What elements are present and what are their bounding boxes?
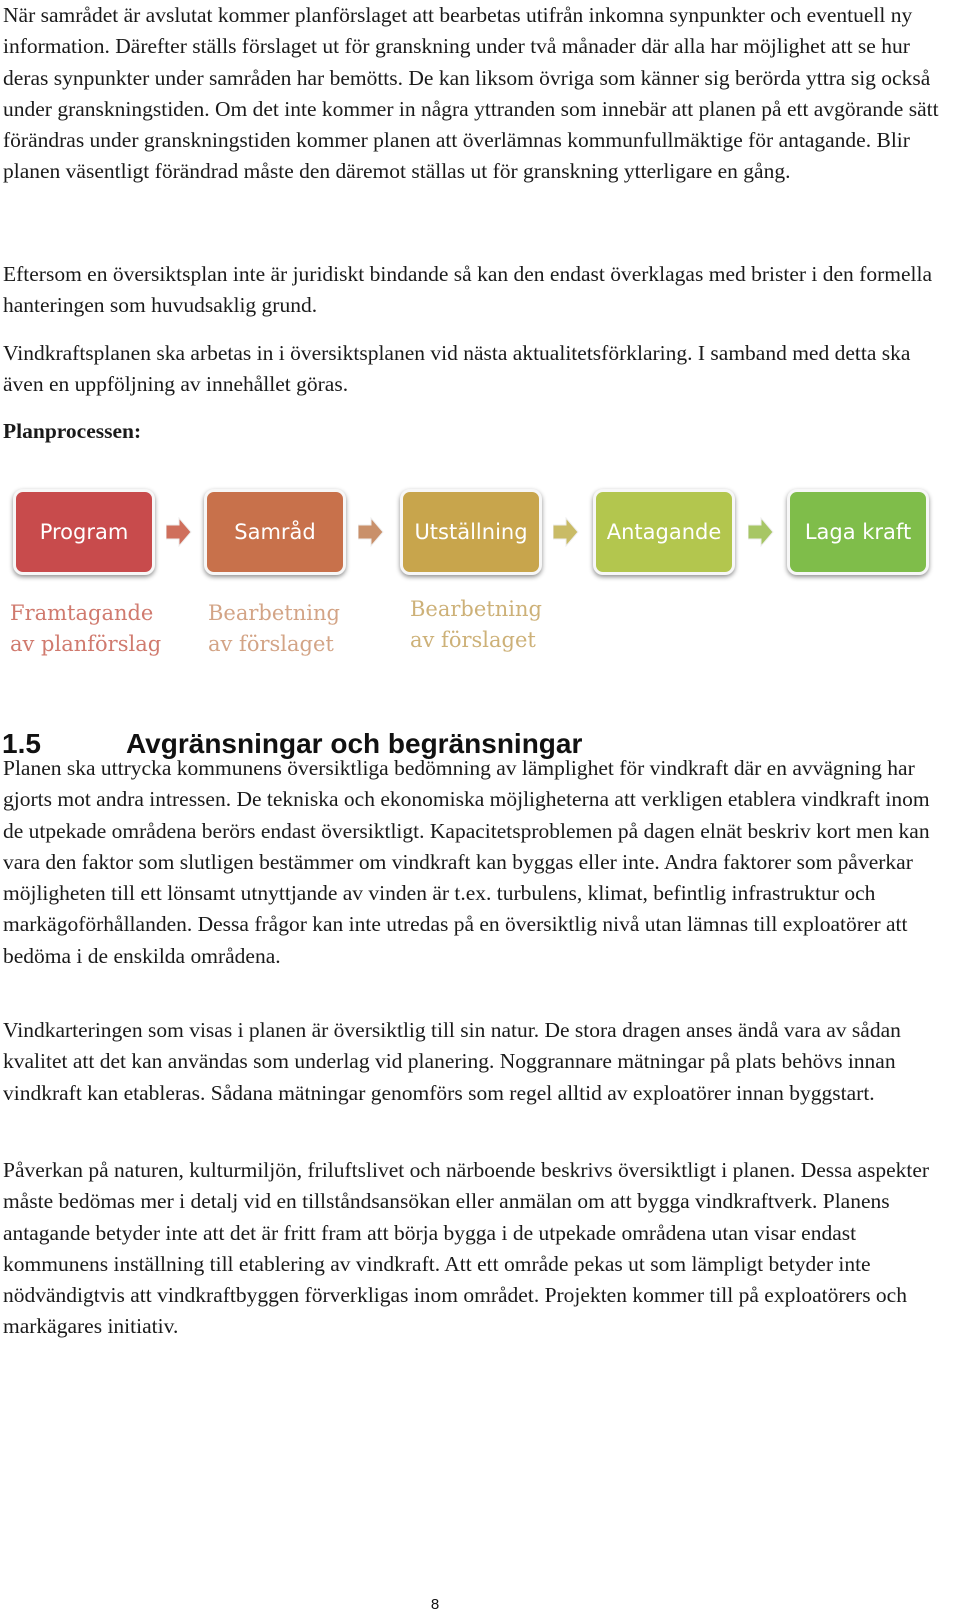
paragraph-granskning: När samrådet är avslutat kommer planförslaget att bearbetas utifrån inkomna synpunkter och eventuell ny information. Därefter ställs förslaget ut för granskning under två månader där alla har möjlighet att se hur deras synpunkter under samråden har bemötts. De kan liksom övriga som känner sig berörda yttra sig också under granskningstiden. Om det inte kommer in några yttranden som innebär att planen på ett avgörande sätt förändras under granskningstiden kommer planen att överlämnas kommunfullmäktige för antagande. Blir planen väsentligt förändrad måste den däremot ställas ut för granskning ytterligare en gång. — [3, 3, 939, 184]
stage-samrad: Samråd — [204, 489, 346, 575]
stage-laga-kraft: Laga kraft — [787, 489, 929, 575]
stage-note-program: Framtagande av planförslag — [10, 601, 162, 656]
paragraph-aktualitetsforklaring: Vindkraftsplanen ska arbetas in i översiktsplanen vid nästa aktualitetsförklaring. I samband med detta ska även en uppföljning av innehållet göras. — [3, 341, 911, 397]
section-number: 1.5 — [2, 728, 41, 759]
stage-utstallning: Utställning — [400, 489, 542, 575]
process-arrow-icon — [748, 517, 774, 547]
stage-antagande: Antagande — [593, 489, 735, 575]
paragraph-vindkartering: Vindkarteringen som visas i planen är översiktlig till sin natur. De stora dragen anses ändå vara av sådan kvalitet att det kan användas som underlag vid planering. Noggrannare mätningar på plats behövs innan vindkraft kan etableras. Sådana mätningar genomförs som regel alltid av exploatörer innan byggstart. — [3, 1018, 901, 1105]
process-arrow-icon — [358, 517, 384, 547]
page-number: 8 — [430, 1596, 440, 1613]
section-title: Avgränsningar och begränsningar — [126, 728, 583, 759]
stage-note-utstallning: Bearbetning av förslaget — [410, 597, 542, 652]
planprocessen-heading: Planprocessen: — [3, 419, 142, 443]
paragraph-avgransningar: Planen ska uttrycka kommunens översiktliga bedömning av lämplighet för vindkraft där en avvägning har gjorts mot andra intressen. De tekniska och ekonomiska möjligheterna att verkligen etablera vindkraft inom de utpekade områdena berörs endast översiktligt. Kapacitetsproblemen på dagen elnät beskriv kort men kan vara den faktor som slutligen bestämmer om vindkraft kan byggas eller inte. Andra faktorer som påverkar möjligheten till ett lönsamt utnyttjande av vinden är t.ex. turbulens, klimat, befintlig infrastruktur och markägoförhållanden. Dessa frågor kan inte utredas på en översiktlig nivå utan lämnas till exploatörer att bedöma i de enskilda områdena. — [3, 756, 930, 968]
process-arrow-icon — [166, 517, 192, 547]
stage-program: Program — [13, 489, 155, 575]
paragraph-paverkan: Påverkan på naturen, kulturmiljön, friluftslivet och närboende beskrivs översiktligt i planen. Dessa aspekter måste bedömas mer i detalj vid en tillståndsansökan eller anmälan om att bygga vindkraftverk. Planens antagande betyder inte att det är fritt fram att börja bygga i de utpekade områdena utan visar endast kommunens inställning till etablering av vindkraft. Att ett område pekas ut som lämpligt betyder inte nödvändigtvis att vindkraftbyggen förverkligas inom området. Projekten kommer till på exploatörers och markägares initiativ. — [3, 1158, 930, 1339]
stage-note-samrad: Bearbetning av förslaget — [208, 601, 340, 656]
process-arrow-icon — [553, 517, 579, 547]
paragraph-overklagande: Eftersom en översiktsplan inte är juridiskt bindande så kan den endast överklagas med brister i den formella hanteringen som huvudsaklig grund. — [3, 262, 933, 318]
